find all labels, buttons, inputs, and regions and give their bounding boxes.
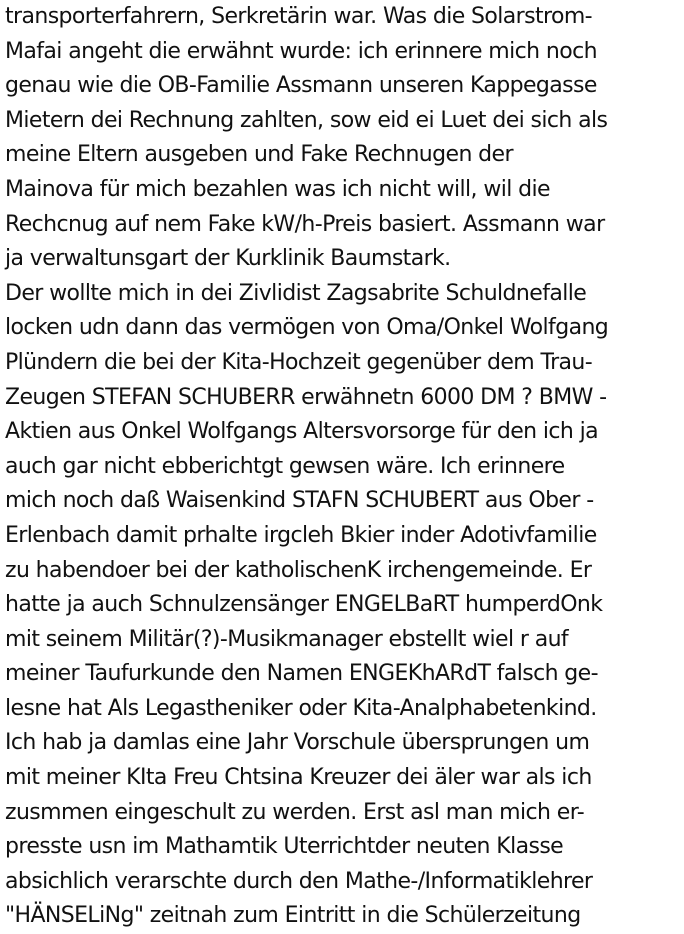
text-line: Plündern die bei der Kita-Hochzeit gegenüber dem Trau- xyxy=(5,349,593,375)
text-line: lesne hat Als Legastheniker oder Kita-Analphabetenkind. xyxy=(5,695,597,721)
text-line: meiner Taufurkunde den Namen ENGEKhARdT falsch ge- xyxy=(5,661,598,687)
text-line: Erlenbach damit prhalte irgcleh Bkier inder Adotivfamilie xyxy=(5,522,597,548)
text-line: hatte ja auch Schnulzensänger ENGELBaRT humperdOnk xyxy=(5,592,603,618)
text-line: Zeugen STEFAN SCHUBERR erwähnetn 6000 DM ? BMW - xyxy=(5,384,607,410)
text-line: genau wie die OB-Familie Assmann unseren Kappegasse xyxy=(5,73,597,99)
text-line: transporterfahrern, Serkretärin war. Was die Solarstrom- xyxy=(5,4,592,29)
text-line: Mietern dei Rechnung zahlten, sow eid ei Luet dei sich als xyxy=(5,107,608,133)
text-line: zusmmen eingeschult zu werden. Erst asl man mich er- xyxy=(5,799,585,825)
text-line: "HÄNSELiNg" zeitnah zum Eintritt in die Schülerzeitung xyxy=(5,903,581,929)
text-line: presste usn im Mathamtik Uterrichtder neuten Klasse xyxy=(5,834,564,860)
text-line: mit meiner KIta Freu Chtsina Kreuzer dei äler war als ich xyxy=(5,765,592,791)
text-line: meine Eltern ausgeben und Fake Rechnugen der xyxy=(5,142,513,168)
text-line: mit seinem Militär(?)-Musikmanager ebstellt wiel r auf xyxy=(5,626,569,652)
text-line: Mafai angeht die erwähnt wurde: ich erinnere mich noch xyxy=(5,38,597,64)
text-line: zu habendoer bei der katholischenK irchengemeinde. Er xyxy=(5,557,592,583)
text-line: Mainova für mich bezahlen was ich nicht will, wil die xyxy=(5,176,550,202)
text-line: Der wollte mich in dei Zivlidist Zagsabrite Schuldnefalle xyxy=(5,280,587,306)
text-line: Ich hab ja damlas eine Jahr Vorschule übersprungen um xyxy=(5,730,590,756)
text-line: locken udn dann das vermögen von Oma/Onkel Wolfgang xyxy=(5,315,609,341)
body-text xyxy=(5,0,684,934)
text-line: Aktien aus Onkel Wolfgangs Altersvorsorge für den ich ja xyxy=(5,419,599,445)
text-line: ja verwaltunsgart der Kurklinik Baumstark. xyxy=(5,246,451,272)
text-line: auch gar nicht ebberichtgt gewsen wäre. Ich erinnere xyxy=(5,453,565,479)
text-line: mich noch daß Waisenkind STAFN SCHUBERT aus Ober - xyxy=(5,488,594,514)
text-line: Rechcnug auf nem Fake kW/h-Preis basiert. Assmann war xyxy=(5,211,605,237)
text-line: absichlich verarschte durch den Mathe-/Informatiklehrer xyxy=(5,868,593,894)
